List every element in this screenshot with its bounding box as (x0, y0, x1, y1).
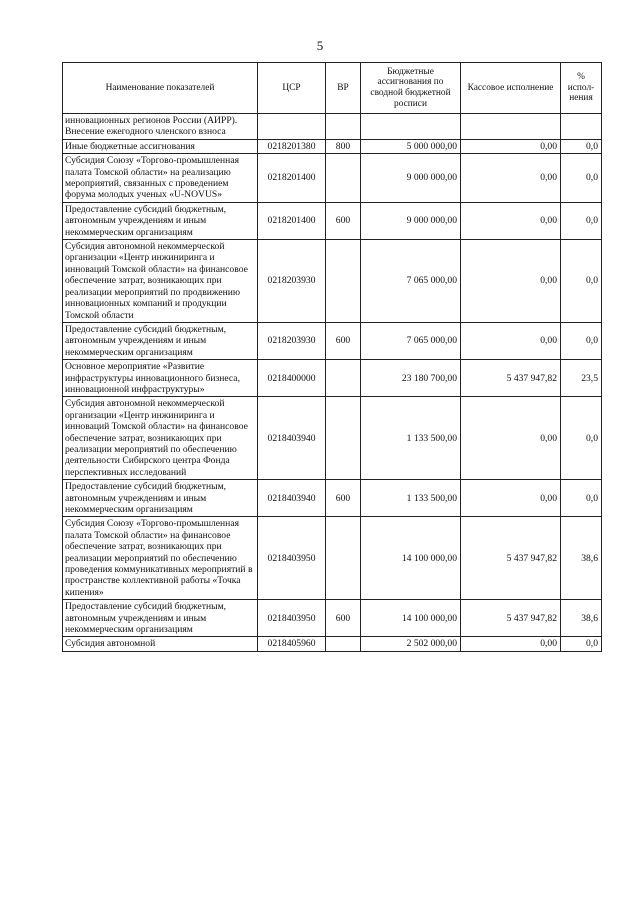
table-row (63, 139, 602, 153)
cell-csr: 0218203930 (258, 240, 326, 323)
cell-name: Субсидия автономной (63, 637, 258, 651)
cell-vr: 600 (326, 480, 361, 517)
cell-percent: 0,0 (561, 154, 602, 203)
cell-assigned: 7 065 000,00 (361, 322, 461, 359)
cell-vr (326, 114, 361, 140)
cell-vr (326, 240, 361, 323)
table-row (63, 397, 602, 480)
cell-assigned: 1 133 500,00 (361, 480, 461, 517)
cell-name: Предоставление субсидий бюджетным, автономным учреждениям и иным некоммерческим организациям (63, 202, 258, 239)
table-row (63, 202, 602, 239)
cell-executed: 0,00 (461, 397, 561, 480)
cell-csr (258, 114, 326, 140)
budget-table (62, 62, 602, 652)
cell-csr: 0218400000 (258, 360, 326, 397)
cell-executed: 0,00 (461, 240, 561, 323)
cell-percent: 0,0 (561, 480, 602, 517)
cell-executed: 0,00 (461, 637, 561, 651)
cell-executed: 5 437 947,82 (461, 517, 561, 600)
cell-vr (326, 154, 361, 203)
cell-percent: 38,6 (561, 600, 602, 637)
cell-vr (326, 517, 361, 600)
header-vr: ВР (326, 63, 361, 114)
cell-assigned: 1 133 500,00 (361, 397, 461, 480)
cell-executed: 0,00 (461, 139, 561, 153)
cell-name: Субсидия автономной некоммерческой организации «Центр инжиниринга и инноваций Томской области» на финансовое обеспечение затрат, возникающих при реализации мероприятий по продвижению инновационных компаний и продукции Томской области (63, 240, 258, 323)
cell-csr: 0218405960 (258, 637, 326, 651)
cell-percent: 0,0 (561, 139, 602, 153)
cell-name: инновационных регионов России (АИРР). Внесение ежегодного членского взноса (63, 114, 258, 140)
cell-vr: 600 (326, 202, 361, 239)
cell-name: Субсидия Союзу «Торгово-промышленная палата Томской области» на реализацию мероприятий, связанных с проведением форума молодых ученых «U-NOVUS» (63, 154, 258, 203)
cell-name: Предоставление субсидий бюджетным, автономным учреждениям и иным некоммерческим организациям (63, 480, 258, 517)
cell-vr (326, 360, 361, 397)
cell-assigned: 7 065 000,00 (361, 240, 461, 323)
table-row (63, 517, 602, 600)
cell-executed: 5 437 947,82 (461, 360, 561, 397)
cell-executed: 0,00 (461, 322, 561, 359)
cell-assigned: 14 100 000,00 (361, 517, 461, 600)
cell-assigned: 23 180 700,00 (361, 360, 461, 397)
cell-csr: 0218403940 (258, 397, 326, 480)
cell-csr: 0218403940 (258, 480, 326, 517)
cell-assigned: 9 000 000,00 (361, 202, 461, 239)
cell-name: Предоставление субсидий бюджетным, автономным учреждениям и иным некоммерческим организациям (63, 322, 258, 359)
cell-percent: 0,0 (561, 322, 602, 359)
cell-percent: 0,0 (561, 397, 602, 480)
header-assigned: Бюджетные ассигнования по сводной бюджетной росписи (361, 63, 461, 114)
cell-executed: 0,00 (461, 202, 561, 239)
table-row (63, 240, 602, 323)
table-row (63, 154, 602, 203)
cell-csr: 0218403950 (258, 517, 326, 600)
cell-vr (326, 397, 361, 480)
table-row (63, 322, 602, 359)
cell-csr: 0218201380 (258, 139, 326, 153)
cell-executed (461, 114, 561, 140)
cell-percent (561, 114, 602, 140)
cell-assigned: 9 000 000,00 (361, 154, 461, 203)
cell-vr: 600 (326, 322, 361, 359)
cell-name: Субсидия автономной некоммерческой организации «Центр инжиниринга и инноваций Томской области» на финансовое обеспечение затрат, возникающих при реализации мероприятий по обеспечению деятельности Сибирского центра Фонда перспективных исследований (63, 397, 258, 480)
cell-executed: 0,00 (461, 154, 561, 203)
cell-csr: 0218203930 (258, 322, 326, 359)
page-number: 5 (316, 38, 324, 53)
cell-percent: 38,6 (561, 517, 602, 600)
table-row (63, 637, 602, 651)
cell-csr: 0218403950 (258, 600, 326, 637)
cell-assigned: 14 100 000,00 (361, 600, 461, 637)
header-csr: ЦСР (258, 63, 326, 114)
cell-assigned: 5 000 000,00 (361, 139, 461, 153)
cell-name: Предоставление субсидий бюджетным, автономным учреждениям и иным некоммерческим организациям (63, 600, 258, 637)
table-row (63, 360, 602, 397)
table-header-row (63, 63, 602, 114)
cell-percent: 0,0 (561, 202, 602, 239)
cell-percent: 23,5 (561, 360, 602, 397)
cell-name: Основное мероприятие «Развитие инфраструктуры инновационного бизнеса, инновационной инфраструктуры» (63, 360, 258, 397)
cell-executed: 5 437 947,82 (461, 600, 561, 637)
table-row (63, 600, 602, 637)
cell-vr: 600 (326, 600, 361, 637)
cell-vr (326, 637, 361, 651)
table-row (63, 114, 602, 140)
header-executed: Кассовое исполнение (461, 63, 561, 114)
table-row (63, 480, 602, 517)
cell-vr: 800 (326, 139, 361, 153)
cell-assigned (361, 114, 461, 140)
cell-name: Иные бюджетные ассигнования (63, 139, 258, 153)
cell-csr: 0218201400 (258, 202, 326, 239)
header-name: Наименование показателей (63, 63, 258, 114)
header-percent: % испол-нения (561, 63, 602, 114)
cell-csr: 0218201400 (258, 154, 326, 203)
cell-percent: 0,0 (561, 240, 602, 323)
cell-assigned: 2 502 000,00 (361, 637, 461, 651)
cell-percent: 0,0 (561, 637, 602, 651)
cell-name: Субсидия Союзу «Торгово-промышленная палата Томской области» на финансовое обеспечение затрат, возникающих при реализации мероприятий по обеспечению проведения коммуникативных мероприятий в пространстве коллективной работы «Точка кипения» (63, 517, 258, 600)
cell-executed: 0,00 (461, 480, 561, 517)
